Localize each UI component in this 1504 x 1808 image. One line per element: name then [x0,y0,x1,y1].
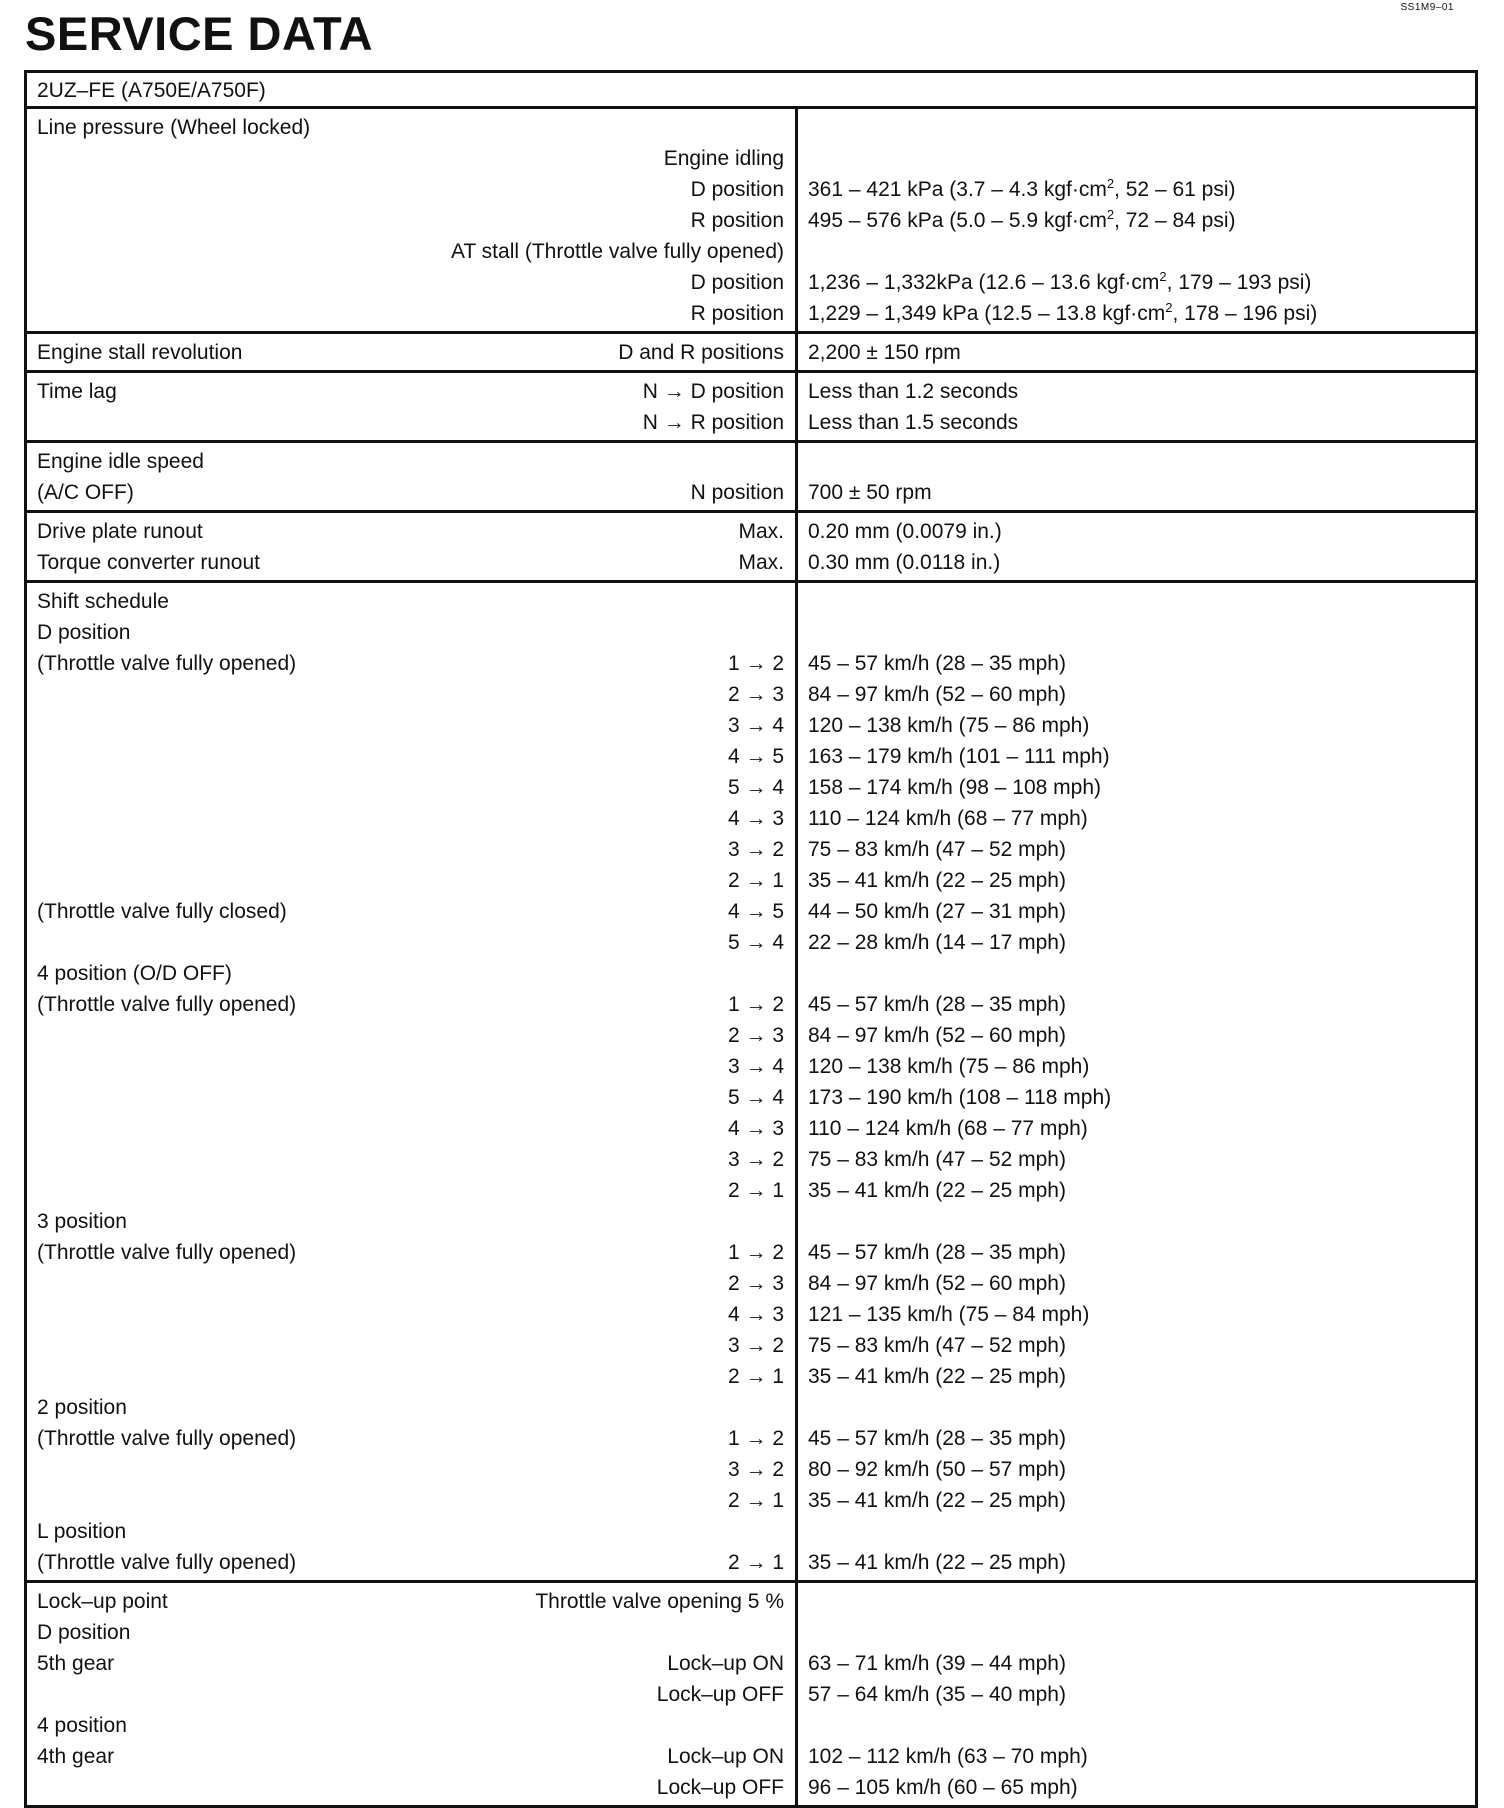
spec-value [798,710,1475,741]
spec-value [798,1516,1475,1547]
spec-value [798,174,1475,205]
spec-condition: 2 → 1 [727,1365,784,1388]
spec-sections [27,109,1475,1805]
spec-condition: 5 → 4 [727,776,784,799]
spec-value [798,407,1475,438]
spec-value [798,1679,1475,1710]
spec-label-row [27,1206,795,1237]
spec-value-suffix: , 178 – 196 psi) [1172,302,1318,325]
spec-condition: Engine idling [663,147,784,170]
spec-label-row [27,1454,795,1485]
spec-section [27,370,1475,440]
spec-value [798,1144,1475,1175]
spec-condition: N position [690,481,784,504]
spec-label-row [27,1082,795,1113]
spec-value [798,865,1475,896]
spec-value-text: Less than 1.2 seconds [808,380,1019,403]
spec-value-text: 110 – 124 km/h (68 – 77 mph) [808,1117,1088,1140]
spec-value [798,1175,1475,1206]
spec-value [798,516,1475,547]
unit-superscript: 2 [1159,269,1167,284]
spec-item-label: (Throttle valve fully opened) [37,1427,297,1450]
spec-labels [27,443,798,510]
page-code: SS1M9–01 [1400,2,1454,13]
spec-item-label: Line pressure (Wheel locked) [37,116,311,139]
spec-value-text: 121 – 135 km/h (75 – 84 mph) [808,1303,1090,1326]
spec-value-text: 120 – 138 km/h (75 – 86 mph) [808,1055,1090,1078]
spec-label-row [27,516,795,547]
spec-value [798,1648,1475,1679]
spec-value [798,1268,1475,1299]
spec-condition: D position [690,271,784,294]
spec-label-row [27,1237,795,1268]
spec-label-row [27,1113,795,1144]
spec-values [798,109,1475,331]
spec-value [798,1772,1475,1803]
spec-value-text: 44 – 50 km/h (27 – 31 mph) [808,900,1066,923]
spec-label-row [27,586,795,617]
spec-label-row [27,1392,795,1423]
spec-label-row [27,1020,795,1051]
spec-item-label: 4 position (O/D OFF) [37,962,232,985]
spec-value-text: 84 – 97 km/h (52 – 60 mph) [808,683,1066,706]
spec-value [798,1586,1475,1617]
spec-value-text: 0.30 mm (0.0118 in.) [808,551,1001,574]
spec-value [798,1330,1475,1361]
spec-value-suffix: , 72 – 84 psi) [1114,209,1236,232]
spec-value-text: 2,200 ± 150 rpm [808,341,961,364]
spec-label-row [27,407,795,438]
spec-values [798,373,1475,440]
spec-label-row [27,1051,795,1082]
unit-superscript: 2 [1106,207,1115,222]
spec-item-label: (Throttle valve fully opened) [37,652,297,675]
spec-value [798,1392,1475,1423]
spec-labels [27,1583,798,1805]
spec-condition: Lock–up ON [667,1745,784,1768]
spec-label-row [27,710,795,741]
spec-label-row [27,174,795,205]
spec-value-suffix: , 52 – 61 psi) [1114,178,1236,201]
spec-item-label: 5th gear [37,1652,115,1675]
spec-label-row [27,927,795,958]
spec-label-row [27,337,795,368]
spec-label-row [27,112,795,143]
spec-section [27,510,1475,580]
spec-value-text: 35 – 41 km/h (22 – 25 mph) [808,1365,1066,1388]
spec-value [798,143,1475,174]
spec-condition: 3 → 4 [727,1055,784,1078]
spec-value-text: 35 – 41 km/h (22 – 25 mph) [808,1179,1066,1202]
spec-value [798,1206,1475,1237]
spec-condition: 2 → 1 [727,1489,784,1512]
spec-condition: 3 → 2 [727,1148,784,1171]
spec-condition: 3 → 2 [727,1334,784,1357]
spec-condition: 3 → 2 [727,838,784,861]
spec-item-label: (Throttle valve fully opened) [37,1241,297,1264]
spec-value [798,1361,1475,1392]
spec-section [27,1580,1475,1805]
spec-item-label: Time lag [37,380,117,403]
spec-label-row [27,1710,795,1741]
spec-label-row [27,958,795,989]
spec-label-row [27,1361,795,1392]
service-data-table [24,70,1478,1808]
spec-condition: Lock–up OFF [656,1683,784,1706]
spec-value-text: 120 – 138 km/h (75 – 86 mph) [808,714,1090,737]
spec-label-row [27,834,795,865]
spec-item-label: 3 position [37,1210,127,1233]
spec-condition: 2 → 3 [727,683,784,706]
spec-label-row [27,803,795,834]
spec-condition: 5 → 4 [727,1086,784,1109]
spec-label-row [27,1741,795,1772]
spec-condition: R position [690,302,784,325]
spec-value [798,1082,1475,1113]
spec-values [798,583,1475,1580]
spec-condition: 2 → 1 [727,869,784,892]
spec-condition: AT stall (Throttle valve fully opened) [450,240,784,263]
spec-value [798,446,1475,477]
spec-values [798,443,1475,510]
spec-condition: 1 → 2 [727,993,784,1016]
spec-item-label: Engine stall revolution [37,341,243,364]
unit-superscript: 2 [1165,300,1173,315]
spec-condition: D position [690,178,784,201]
spec-label-row [27,1330,795,1361]
spec-label-row [27,865,795,896]
spec-condition: 4 → 5 [727,900,784,923]
spec-value [798,1547,1475,1578]
spec-label-row [27,1516,795,1547]
spec-condition: 3 → 4 [727,714,784,737]
spec-value-text: 158 – 174 km/h (98 – 108 mph) [808,776,1102,799]
spec-label-row [27,1175,795,1206]
spec-condition: 2 → 1 [727,1179,784,1202]
spec-value-text: 35 – 41 km/h (22 – 25 mph) [808,869,1066,892]
spec-label-row [27,989,795,1020]
spec-value [798,648,1475,679]
spec-value-text: 700 ± 50 rpm [808,481,932,504]
spec-value [798,741,1475,772]
spec-condition: Throttle valve opening 5 % [535,1590,784,1613]
spec-value-text: 57 – 64 km/h (35 – 40 mph) [808,1683,1066,1706]
spec-value [798,896,1475,927]
spec-value-text: 75 – 83 km/h (47 – 52 mph) [808,1334,1066,1357]
spec-value [798,586,1475,617]
spec-item-label: (Throttle valve fully closed) [37,900,287,923]
spec-label-row [27,1485,795,1516]
spec-values [798,1583,1475,1805]
spec-condition: 1 → 2 [727,1427,784,1450]
spec-value [798,547,1475,578]
spec-item-label: Lock–up point [37,1590,168,1613]
spec-labels [27,334,798,370]
spec-label-row [27,376,795,407]
spec-label-row [27,1423,795,1454]
spec-label-row [27,1268,795,1299]
spec-value [798,834,1475,865]
spec-value-text: 45 – 57 km/h (28 – 35 mph) [808,1241,1066,1264]
spec-condition: R position [690,209,784,232]
spec-value [798,267,1475,298]
spec-value-text: 22 – 28 km/h (14 – 17 mph) [808,931,1066,954]
spec-value-text: 96 – 105 km/h (60 – 65 mph) [808,1776,1078,1799]
spec-value-text: 80 – 92 km/h (50 – 57 mph) [808,1458,1066,1481]
spec-value [798,236,1475,267]
spec-value [798,1617,1475,1648]
model-header: 2UZ–FE (A750E/A750F) [27,73,1475,109]
spec-section [27,440,1475,510]
spec-condition: Max. [738,520,784,543]
spec-label-row [27,298,795,329]
spec-label-row [27,1144,795,1175]
spec-value [798,477,1475,508]
spec-item-label: 4 position [37,1714,127,1737]
spec-label-row [27,648,795,679]
spec-item-label: (A/C OFF) [37,481,134,504]
spec-value [798,1113,1475,1144]
spec-item-label: (Throttle valve fully opened) [37,993,297,1016]
spec-value-suffix: , 179 – 193 psi) [1166,271,1312,294]
spec-section [27,331,1475,370]
spec-section [27,109,1475,331]
spec-value [798,298,1475,329]
spec-condition: Lock–up ON [667,1652,784,1675]
spec-item-label: (Throttle valve fully opened) [37,1551,297,1574]
spec-value [798,772,1475,803]
spec-item-label: Shift schedule [37,590,169,613]
spec-labels [27,513,798,580]
spec-value-text: 45 – 57 km/h (28 – 35 mph) [808,652,1066,675]
spec-value-text: 102 – 112 km/h (63 – 70 mph) [808,1745,1088,1768]
spec-item-label: Torque converter runout [37,551,260,574]
spec-label-row [27,1547,795,1578]
spec-condition: N → D position [642,380,784,403]
spec-label-row [27,547,795,578]
spec-value [798,617,1475,648]
spec-value [798,989,1475,1020]
spec-value [798,1454,1475,1485]
spec-condition: N → R position [642,411,784,434]
spec-value [798,376,1475,407]
spec-value [798,205,1475,236]
spec-condition: 4 → 5 [727,745,784,768]
spec-value-text: 45 – 57 km/h (28 – 35 mph) [808,993,1066,1016]
spec-value-text: 45 – 57 km/h (28 – 35 mph) [808,1427,1066,1450]
spec-value [798,337,1475,368]
unit-superscript: 2 [1106,176,1115,191]
spec-value-text: 35 – 41 km/h (22 – 25 mph) [808,1551,1066,1574]
spec-value-text: Less than 1.5 seconds [808,411,1019,434]
spec-value-text: 75 – 83 km/h (47 – 52 mph) [808,838,1066,861]
spec-label-row [27,1299,795,1330]
spec-value-text: 163 – 179 km/h (101 – 111 mph) [808,745,1110,768]
spec-value [798,803,1475,834]
spec-value-text: 63 – 71 km/h (39 – 44 mph) [808,1652,1066,1675]
spec-condition: 2 → 1 [727,1551,784,1574]
spec-value [798,1741,1475,1772]
spec-item-label: D position [37,1621,131,1644]
spec-label-row [27,446,795,477]
spec-values [798,513,1475,580]
spec-value [798,1237,1475,1268]
spec-label-row [27,1679,795,1710]
spec-condition: Lock–up OFF [656,1776,784,1799]
spec-label-row [27,1617,795,1648]
spec-value [798,1020,1475,1051]
spec-label-row [27,1586,795,1617]
spec-label-row [27,267,795,298]
spec-value [798,112,1475,143]
spec-value [798,1710,1475,1741]
spec-labels [27,373,798,440]
spec-condition: 2 → 3 [727,1024,784,1047]
spec-value [798,1051,1475,1082]
spec-value-text: 110 – 124 km/h (68 – 77 mph) [808,807,1088,830]
spec-value-text: 361 – 421 kPa (3.7 – 4.3 kgf·cm [808,178,1107,201]
spec-value-text: 84 – 97 km/h (52 – 60 mph) [808,1272,1066,1295]
spec-condition: 4 → 3 [727,807,784,830]
spec-value-text: 75 – 83 km/h (47 – 52 mph) [808,1148,1066,1171]
spec-label-row [27,236,795,267]
spec-label-row [27,1772,795,1803]
spec-value-text: 84 – 97 km/h (52 – 60 mph) [808,1024,1066,1047]
spec-value-text: 1,229 – 1,349 kPa (12.5 – 13.8 kgf·cm [808,302,1166,325]
spec-label-row [27,477,795,508]
spec-value-text: 0.20 mm (0.0079 in.) [808,520,1002,543]
spec-value [798,1423,1475,1454]
spec-label-row [27,143,795,174]
spec-item-label: D position [37,621,131,644]
spec-condition: 4 → 3 [727,1303,784,1326]
spec-value-text: 495 – 576 kPa (5.0 – 5.9 kgf·cm [808,209,1107,232]
spec-label-row [27,772,795,803]
spec-item-label: L position [37,1520,127,1543]
spec-labels [27,109,798,331]
spec-label-row [27,205,795,236]
spec-condition: 3 → 2 [727,1458,784,1481]
spec-value-text: 1,236 – 1,332kPa (12.6 – 13.6 kgf·cm [808,271,1160,294]
spec-condition: 2 → 3 [727,1272,784,1295]
spec-value-text: 35 – 41 km/h (22 – 25 mph) [808,1489,1066,1512]
spec-value-text: 173 – 190 km/h (108 – 118 mph) [808,1086,1112,1109]
page-title: SERVICE DATA [25,7,374,60]
spec-condition: 4 → 3 [727,1117,784,1140]
spec-condition: Max. [738,551,784,574]
spec-value [798,1485,1475,1516]
spec-label-row [27,617,795,648]
spec-item-label: Drive plate runout [37,520,203,543]
spec-condition: D and R positions [618,341,784,364]
spec-value [798,1299,1475,1330]
spec-label-row [27,741,795,772]
spec-label-row [27,896,795,927]
spec-item-label: 4th gear [37,1745,115,1768]
spec-labels [27,583,798,1580]
spec-section [27,580,1475,1580]
spec-condition: 1 → 2 [727,652,784,675]
spec-values [798,334,1475,370]
spec-item-label: 2 position [37,1396,127,1419]
spec-label-row [27,679,795,710]
spec-condition: 5 → 4 [727,931,784,954]
spec-label-row [27,1648,795,1679]
spec-condition: 1 → 2 [727,1241,784,1264]
spec-value [798,927,1475,958]
spec-value [798,958,1475,989]
spec-item-label: Engine idle speed [37,450,204,473]
spec-value [798,679,1475,710]
